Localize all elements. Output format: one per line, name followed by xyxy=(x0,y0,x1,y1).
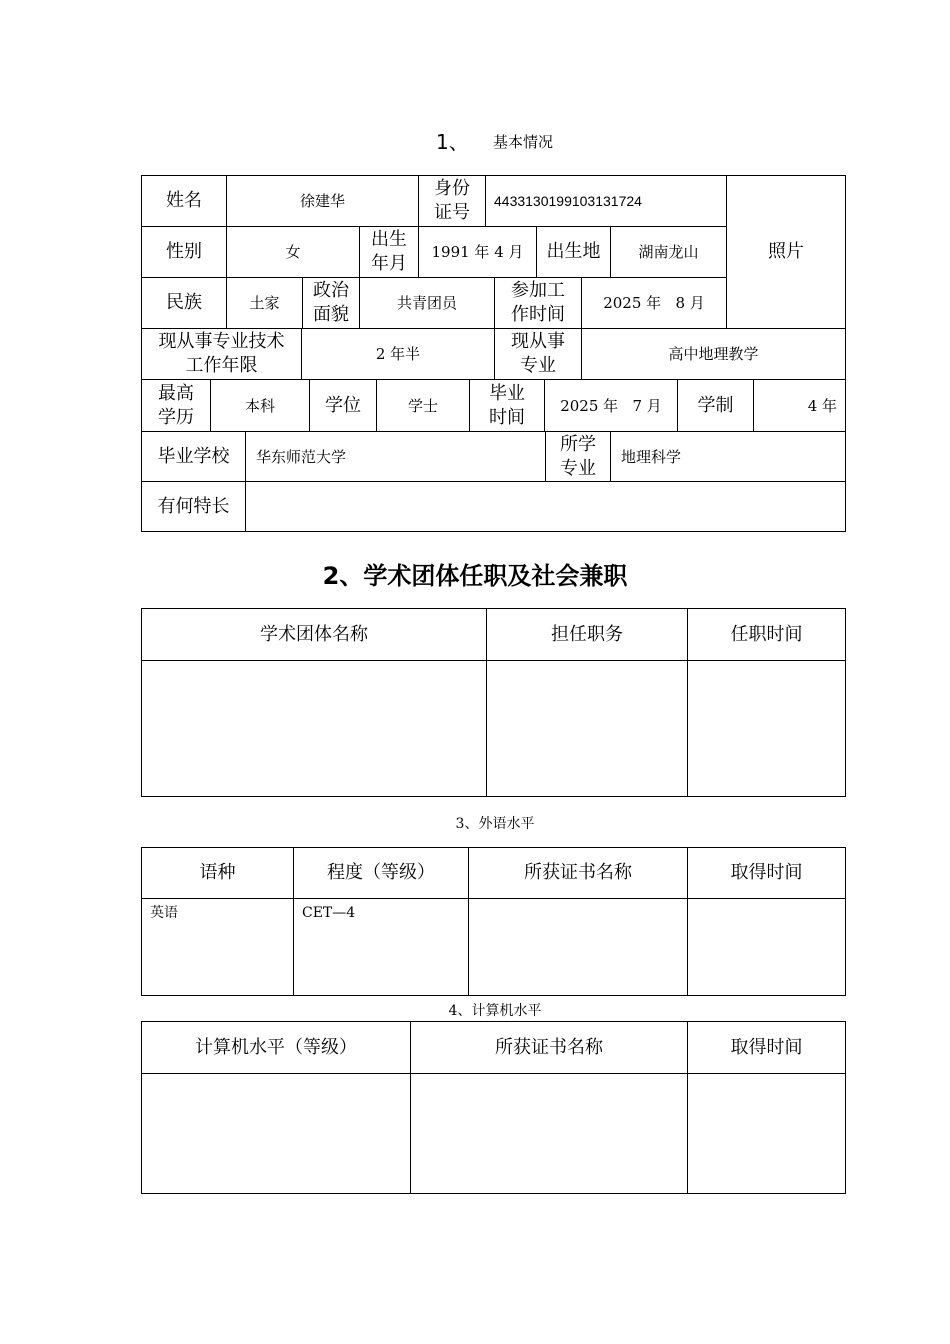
academic-header-position: 担任职务 xyxy=(486,608,688,661)
field-value: 地理科学 xyxy=(610,431,846,482)
political-value: 共青团员 xyxy=(359,277,495,329)
birth-value: 1991 年 4 月 xyxy=(418,226,537,278)
language-cell-level: CET—4 xyxy=(293,898,469,996)
computer-header-time: 取得时间 xyxy=(687,1021,846,1074)
duration-label: 学制 xyxy=(677,379,754,432)
grad-time-label: 毕业时间 xyxy=(469,379,545,432)
academic-header-org: 学术团体名称 xyxy=(141,608,487,661)
duration-value: 4 年 xyxy=(753,379,846,432)
academic-cell-position xyxy=(486,660,688,797)
birthplace-value: 湖南龙山 xyxy=(610,226,727,278)
language-cell-cert xyxy=(468,898,688,996)
school-label: 毕业学校 xyxy=(141,431,246,482)
education-value: 本科 xyxy=(210,379,310,432)
section1-title: 基本情况 xyxy=(493,133,554,151)
degree-label: 学位 xyxy=(309,379,377,432)
language-header-lang: 语种 xyxy=(141,847,294,899)
name-value: 徐建华 xyxy=(226,175,419,227)
gender-value: 女 xyxy=(226,226,360,278)
school-value: 华东师范大学 xyxy=(245,431,546,482)
computer-cell-level xyxy=(141,1073,411,1194)
political-label: 政治面貌 xyxy=(302,277,360,329)
computer-cell-time xyxy=(687,1073,846,1194)
id-number-value: 4433130199103131724 xyxy=(485,175,727,227)
section1-number: 1、 xyxy=(436,130,469,154)
section2-title: 2、学术团体任职及社会兼职 xyxy=(322,562,628,590)
major-value: 高中地理教学 xyxy=(581,328,846,380)
computer-cell-cert xyxy=(410,1073,688,1194)
id-label: 身份证号 xyxy=(418,175,486,227)
birth-label: 出生年月 xyxy=(359,226,419,278)
computer-header-level: 计算机水平（等级） xyxy=(141,1021,411,1074)
academic-cell-org xyxy=(141,660,487,797)
birthplace-label: 出生地 xyxy=(536,226,611,278)
computer-header-cert: 所获证书名称 xyxy=(410,1021,688,1074)
language-cell-lang: 英语 xyxy=(141,898,294,996)
section4-title: 4、计算机水平 xyxy=(448,1003,542,1019)
skills-label: 有何特长 xyxy=(141,481,246,532)
academic-header-time: 任职时间 xyxy=(687,608,846,661)
photo-cell: 照片 xyxy=(726,175,846,329)
degree-value: 学士 xyxy=(376,379,470,432)
language-header-cert: 所获证书名称 xyxy=(468,847,688,899)
ethnicity-label: 民族 xyxy=(141,277,227,329)
years-value: 2 年半 xyxy=(301,328,495,380)
field-label: 所学专业 xyxy=(545,431,611,482)
major-label: 现从事专业 xyxy=(494,328,582,380)
name-label: 姓名 xyxy=(141,175,227,227)
ethnicity-value: 土家 xyxy=(226,277,303,329)
work-start-value: 2025 年 8 月 xyxy=(581,277,727,329)
section3-title: 3、外语水平 xyxy=(455,816,535,832)
years-label: 现从事专业技术工作年限 xyxy=(141,328,302,380)
language-header-time: 取得时间 xyxy=(687,847,846,899)
language-header-level: 程度（等级） xyxy=(293,847,469,899)
grad-time-value: 2025 年 7 月 xyxy=(544,379,678,432)
skills-value xyxy=(245,481,846,532)
academic-cell-time xyxy=(687,660,846,797)
education-label: 最高学历 xyxy=(141,379,211,432)
work-start-label: 参加工作时间 xyxy=(494,277,582,329)
language-cell-time xyxy=(687,898,846,996)
gender-label: 性别 xyxy=(141,226,227,278)
